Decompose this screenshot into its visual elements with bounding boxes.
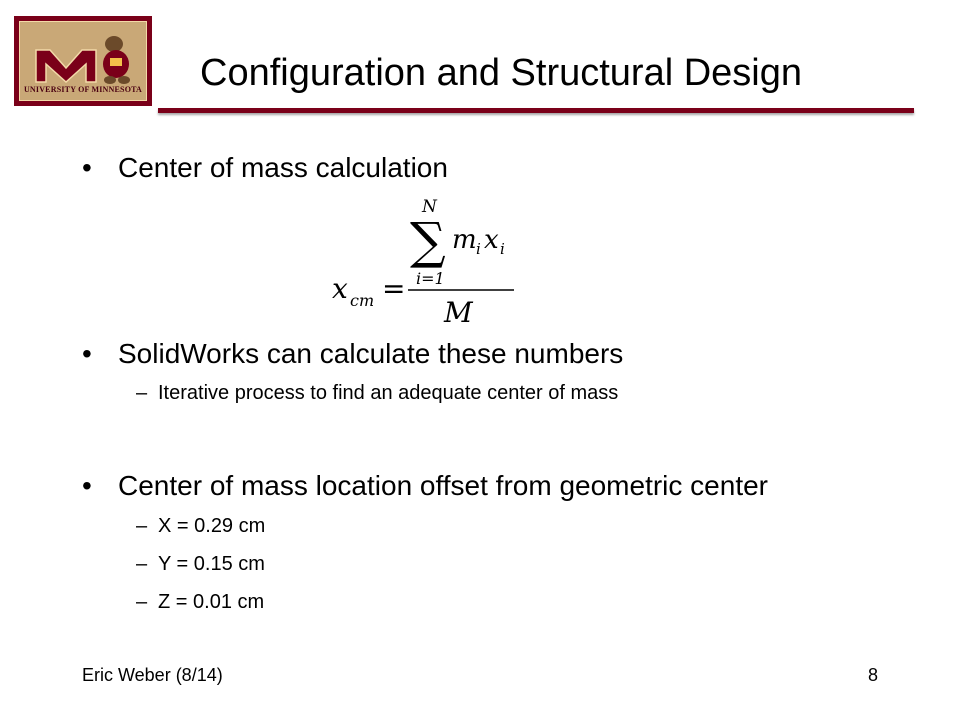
footer-author: Eric Weber (8/14): [82, 665, 223, 685]
dash-marker: –: [136, 515, 148, 537]
sub-bullet-text: Y = 0.15 cm: [158, 553, 265, 575]
bullet-text: Center of mass location offset from geometric center: [118, 470, 768, 501]
page-number: 8: [868, 665, 879, 685]
sub-bullet-text: X = 0.29 cm: [158, 515, 266, 537]
position-term: x: [484, 225, 499, 255]
dash-marker: –: [136, 553, 148, 575]
sum-upper-limit: N: [422, 197, 437, 217]
bullet-marker: •: [82, 470, 92, 501]
total-mass-denominator: M: [444, 296, 473, 326]
lhs-variable: x: [332, 272, 348, 305]
mass-term: m: [452, 225, 477, 255]
bullet-center-of-mass-calculation: [82, 152, 448, 184]
center-of-mass-formula: [330, 196, 530, 326]
bullet-text: Center of mass calculation: [118, 152, 448, 183]
equals-sign: =: [382, 272, 406, 305]
sum-symbol: ∑: [410, 212, 446, 270]
sub-bullet-iterative-process: [136, 382, 618, 405]
university-logo: [14, 16, 152, 106]
bullet-marker: •: [82, 338, 92, 369]
dash-marker: –: [136, 591, 148, 613]
title-divider: [158, 108, 914, 113]
position-subscript: i: [500, 240, 505, 258]
sub-bullet-x-offset: [136, 515, 265, 538]
slide-title: Configuration and Structural Design: [200, 52, 803, 94]
bullet-marker: •: [82, 152, 92, 183]
sub-bullet-text: Iterative process to find an adequate center of mass: [158, 382, 619, 404]
logo-text: UNIVERSITY OF MINNESOTA: [23, 85, 143, 94]
sub-bullet-text: Z = 0.01 cm: [158, 591, 265, 613]
lhs-subscript: cm: [350, 291, 375, 310]
sub-bullet-y-offset: [136, 553, 265, 576]
mass-subscript: i: [476, 240, 481, 258]
bullet-solidworks: [82, 338, 623, 370]
bullet-text: SolidWorks can calculate these numbers: [118, 338, 624, 369]
dash-marker: –: [136, 382, 148, 404]
sum-lower-limit: i=1: [416, 269, 445, 288]
bullet-offset-location: [82, 470, 768, 502]
sub-bullet-z-offset: [136, 591, 264, 614]
